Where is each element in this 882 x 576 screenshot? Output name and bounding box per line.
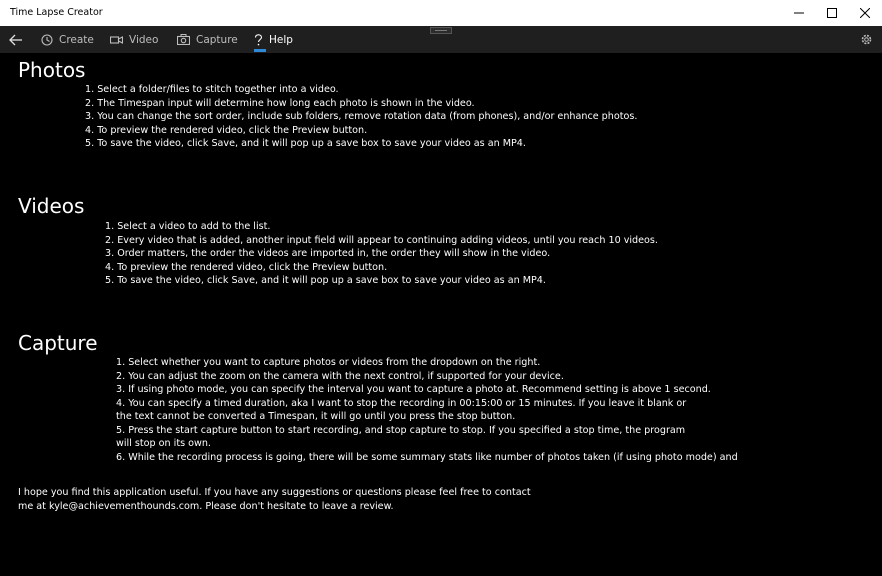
list-item: 1. Select whether you want to capture photos or videos from the dropdown on the right.: [116, 357, 541, 368]
nav-item-label: Create: [59, 33, 94, 46]
nav-item-capture[interactable]: [177, 26, 238, 53]
videos-heading: Videos: [18, 194, 85, 218]
list-item: 6. While the recording process is going, there will be some summary stats like number of photos taken (if using photo mode) and: [116, 451, 738, 463]
question-icon: [254, 34, 263, 46]
close-button[interactable]: [848, 0, 882, 26]
list-item: 1. Select a video to add to the list.: [105, 221, 271, 232]
photos-heading: Photos: [18, 58, 86, 82]
list-item: 2. The Timespan input will determine how long each photo is shown in the video.: [85, 97, 475, 109]
nav-item-create[interactable]: [41, 26, 94, 53]
minimize-button[interactable]: [782, 0, 816, 26]
app-title: Time Lapse Creator: [10, 7, 103, 18]
close-icon: [860, 8, 870, 18]
nav-item-label: Capture: [196, 33, 238, 46]
gear-icon: [860, 33, 873, 46]
list-item: 4. You can specify a timed duration, aka I want to stop the recording in 00:15:00 or 15 minutes. If you leave it blank or the text cannot be converted a Timespan, it will go until you press the stop button.: [116, 397, 687, 422]
list-item: 5. Press the start capture button to start recording, and stop capture to stop. If you specified a stop time, the program will stop on its own.: [116, 424, 686, 449]
list-item: 3. Order matters, the order the videos are imported in, the order they will show in the video.: [105, 248, 551, 259]
photos-steps: [85, 83, 637, 151]
nav-item-video[interactable]: [110, 26, 158, 53]
maximize-button[interactable]: [815, 0, 849, 26]
maximize-icon: [827, 8, 837, 18]
minimize-icon: [794, 8, 804, 18]
contact-text: I hope you find this application useful. If you have any suggestions or questions please feel free to contact me at kyle@achievementhounds.com. Please don't hesitate to leave a review.: [18, 487, 531, 512]
nav-item-label: Help: [269, 33, 293, 46]
capture-heading: Capture: [18, 331, 98, 355]
list-item: 3. If using photo mode, you can specify the interval you want to capture a photo at. Recommend setting is above 1 second.: [116, 384, 711, 395]
settings-button[interactable]: [855, 26, 877, 53]
nav-item-label: Video: [129, 33, 159, 46]
list-item: 4. To preview the rendered video, click the Preview button.: [85, 124, 368, 136]
clock-icon: [41, 34, 53, 46]
list-item: 4. To preview the rendered video, click the Preview button.: [105, 261, 388, 273]
list-item: 5. To save the video, click Save, and it will pop up a save box to save your video as an MP4.: [85, 138, 526, 149]
back-button[interactable]: [2, 26, 28, 53]
selected-tab-indicator: [254, 49, 266, 52]
list-item: 2. Every video that is added, another input field will appear to continuing adding videos, until you reach 10 videos.: [105, 234, 658, 246]
list-item: 2. You can adjust the zoom on the camera with the next control, if supported for your device.: [116, 370, 564, 382]
capture-steps: [116, 356, 738, 464]
title-bar: [0, 0, 882, 26]
list-item: 1. Select a folder/files to stitch together into a video.: [85, 84, 339, 95]
list-item: 5. To save the video, click Save, and it will pop up a save box to save your video as an MP4.: [105, 275, 546, 286]
list-item: 3. You can change the sort order, include sub folders, remove rotation data (from phones), and/or enhance photos.: [85, 111, 638, 122]
help-content: [0, 53, 882, 576]
video-camera-icon: [110, 35, 123, 45]
camera-icon: [177, 34, 190, 45]
drag-handle[interactable]: [430, 27, 452, 34]
back-arrow-icon: [9, 34, 22, 46]
videos-steps: [105, 220, 658, 288]
